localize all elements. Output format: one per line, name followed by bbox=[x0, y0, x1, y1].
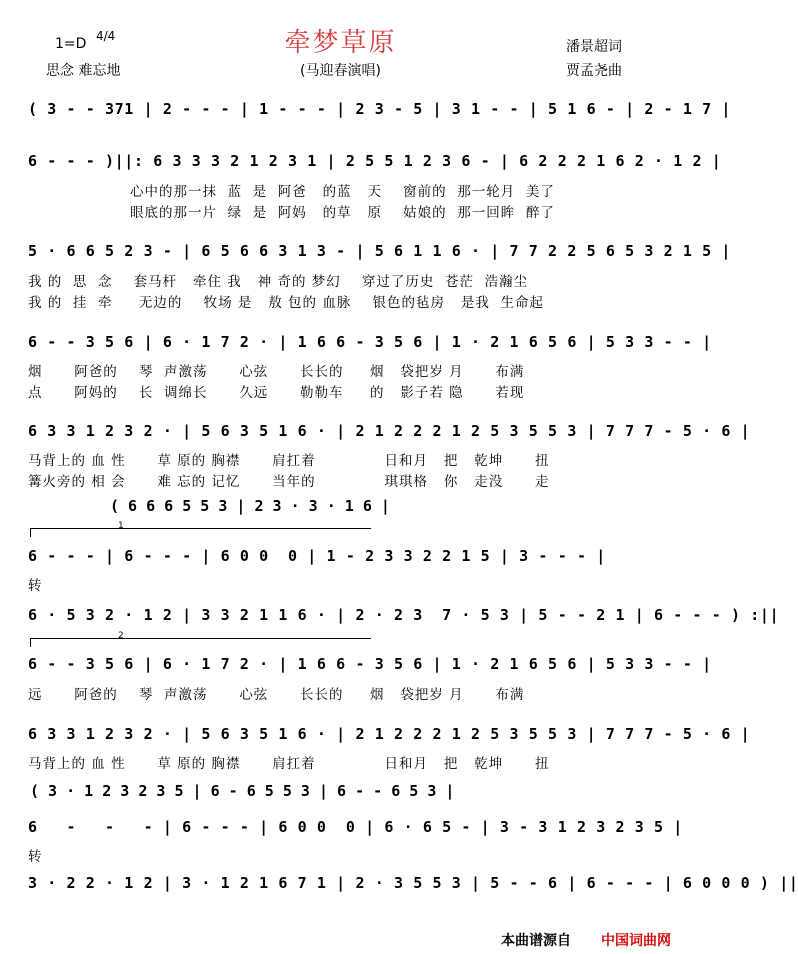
volta-label-1: 1 bbox=[118, 521, 124, 531]
lyric-line-4b: 篝火旁的 相 会 难 忘的 记忆 当年的 琪琪格 你 走没 走 bbox=[28, 474, 550, 490]
lyric-line-2b: 我 的 挂 牵 无边的 牧场 是 敖 包的 血脉 银色的毡房 是我 生命起 bbox=[28, 295, 544, 311]
song-title: 牵梦草原 bbox=[284, 28, 397, 58]
score-line-1: ( 3 - - 371 | 2 - - - | 1 - - - | 2 3 - 5 | 3 1 - - | 5 1 6 - | 2 - 1 7 | bbox=[28, 100, 732, 118]
score-line-10: 6 - - - | 6 - - - | 6 0 0 0 | 6 · 6 5 - | 3 - 3 1 2 3 2 3 5 | bbox=[28, 818, 683, 836]
lyricist: 潘景超词 bbox=[566, 39, 622, 55]
score-line-6: 6 - - - | 6 - - - | 6 0 0 0 | 1 - 2 3 3 2 2 1 5 | 3 - - - | bbox=[28, 547, 606, 565]
interlude-2: ( 3 · 1 2 3 2 3 5 | 6 - 6 5 5 3 | 6 - - 6 5 3 | bbox=[30, 782, 455, 800]
score-line-4: 6 - - 3 5 6 | 6 · 1 7 2 · | 1 6 6 - 3 5 6 | 1 · 2 1 6 5 6 | 5 3 3 - - | bbox=[28, 333, 712, 351]
modulation-mark-2: 转 bbox=[28, 849, 43, 865]
score-line-8: 6 - - 3 5 6 | 6 · 1 7 2 · | 1 6 6 - 3 5 6 | 1 · 2 1 6 5 6 | 5 3 3 - - | bbox=[28, 655, 712, 673]
score-line-7: 6 · 5 3 2 · 1 2 | 3 3 2 1 1 6 · | 2 · 2 3 7 · 5 3 | 5 - - 2 1 | 6 - - - ) :|| bbox=[28, 606, 780, 624]
composer: 贾孟尧曲 bbox=[566, 63, 622, 79]
lyric-line-1b: 眼底的那一片 绿 是 阿妈 的草 原 姑娘的 那一回眸 醉了 bbox=[130, 205, 555, 221]
tempo-mood: 思念 难忘地 bbox=[46, 63, 121, 79]
lyric-line-1a: 心中的那一抹 蓝 是 阿爸 的蓝 天 窗前的 那一轮月 美了 bbox=[130, 184, 555, 200]
score-line-5: 6 3 3 1 2 3 2 · | 5 6 3 5 1 6 · | 2 1 2 2 2 1 2 5 3 5 5 3 | 7 7 7 - 5 · 6 | bbox=[28, 422, 751, 440]
score-line-2: 6 - - - )||: 6 3 3 3 2 1 2 3 1 | 2 5 5 1 2 3 6 - | 6 2 2 2 1 6 2 · 1 2 | bbox=[28, 152, 722, 170]
score-line-11: 3 · 2 2 · 1 2 | 3 · 1 2 1 6 7 1 | 2 · 3 5 5 3 | 5 - - 6 | 6 - - - | 6 0 0 0 ) || bbox=[28, 874, 798, 892]
site-name-link[interactable]: 中国词曲网 bbox=[601, 933, 671, 949]
key-signature: 1=D bbox=[55, 36, 87, 52]
lyric-line-3a: 烟 阿爸的 琴 声激荡 心弦 长长的 烟 袋把岁 月 布满 bbox=[28, 364, 525, 380]
lyric-line-4a: 马背上的 血 性 草 原的 胸襟 肩扛着 日和月 把 乾坤 扭 bbox=[28, 453, 550, 469]
performer: (马迎春演唱) bbox=[300, 63, 381, 79]
score-line-3: 5 · 6 6 5 2 3 - | 6 5 6 6 3 1 3 - | 5 6 1 1 6 · | 7 7 2 2 5 6 5 3 2 1 5 | bbox=[28, 242, 732, 260]
volta-label-2: 2 bbox=[118, 631, 124, 641]
source-label: 本曲谱源自 bbox=[501, 933, 571, 949]
lyric-line-5: 远 阿爸的 琴 声激荡 心弦 长长的 烟 袋把岁 月 布满 bbox=[28, 687, 525, 703]
volta-bracket-1 bbox=[30, 528, 371, 537]
lyric-line-3b: 点 阿妈的 长 调绵长 久远 勒勒车 的 影子若 隐 若现 bbox=[28, 385, 525, 401]
lyric-line-6: 马背上的 血 性 草 原的 胸襟 肩扛着 日和月 把 乾坤 扭 bbox=[28, 756, 550, 772]
modulation-mark-1: 转 bbox=[28, 578, 43, 594]
lyric-line-2a: 我 的 思 念 套马杆 牵住 我 神 奇的 梦幻 穿过了历史 苍茫 浩瀚尘 bbox=[28, 274, 529, 290]
score-line-9: 6 3 3 1 2 3 2 · | 5 6 3 5 1 6 · | 2 1 2 2 2 1 2 5 3 5 5 3 | 7 7 7 - 5 · 6 | bbox=[28, 725, 751, 743]
volta-bracket-2 bbox=[30, 638, 371, 647]
time-signature: 4/4 bbox=[96, 29, 116, 43]
interlude-1: ( 6 6 6 5 5 3 | 2 3 · 3 · 1 6 | bbox=[110, 497, 390, 515]
